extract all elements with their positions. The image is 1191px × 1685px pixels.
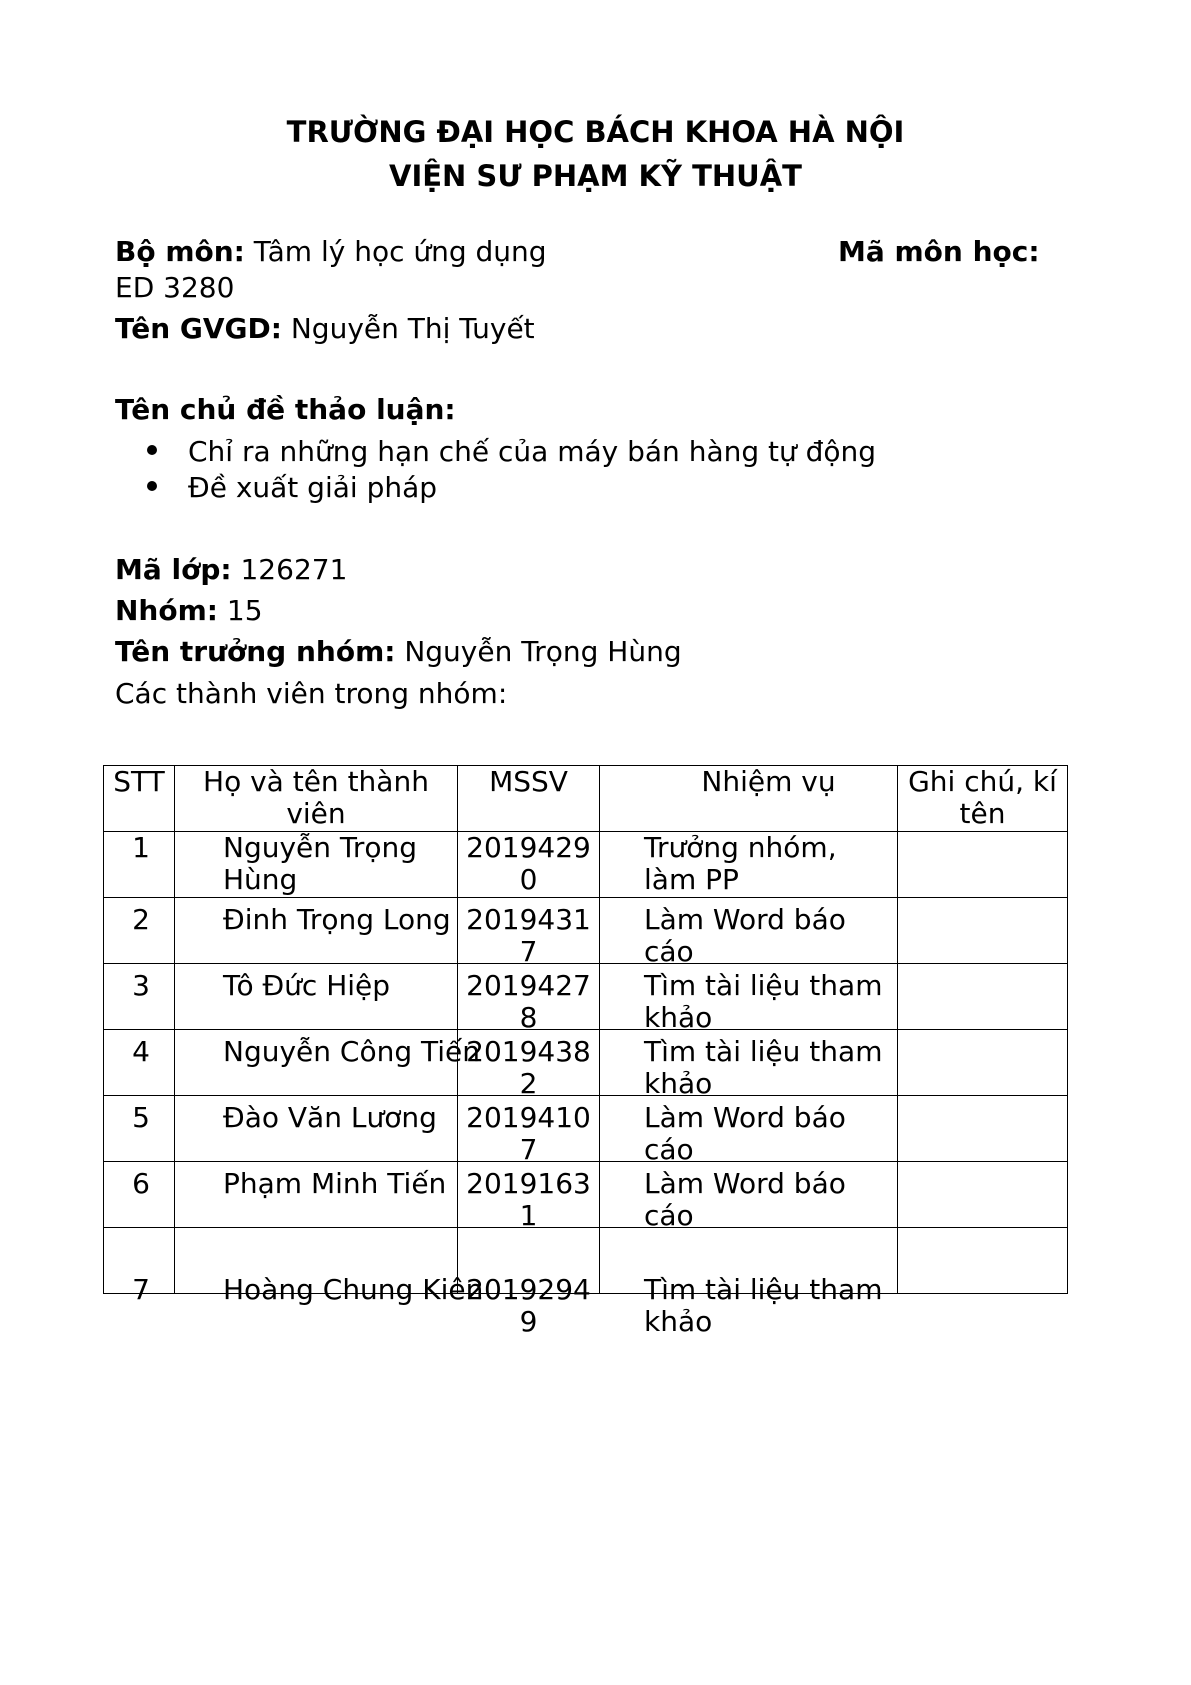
cell-note bbox=[898, 832, 1068, 898]
cell-stt: 1 bbox=[104, 832, 175, 898]
bullet-icon bbox=[147, 481, 157, 491]
cell-name: Đinh Trọng Long bbox=[175, 898, 458, 964]
header-note: Ghi chú, kí tên bbox=[898, 766, 1068, 832]
members-intro: Các thành viên trong nhóm: bbox=[115, 677, 508, 710]
cell-task: Tìm tài liệu tham khảo bbox=[600, 1030, 898, 1096]
cell-name: Phạm Minh Tiến bbox=[175, 1162, 458, 1228]
cell-stt: 5 bbox=[104, 1096, 175, 1162]
cell-task: Tìm tài liệu tham khảo bbox=[600, 964, 898, 1030]
header-mssv: MSSV bbox=[458, 766, 600, 832]
table-row bbox=[104, 1096, 1068, 1162]
table-row bbox=[104, 1162, 1068, 1228]
cell-mssv: 20194317 bbox=[458, 898, 600, 964]
cell-task: Làm Word báo cáo bbox=[600, 1096, 898, 1162]
cell-name: Nguyễn Công Tiến bbox=[175, 1030, 458, 1096]
group-label: Nhóm: bbox=[115, 594, 218, 627]
group-line bbox=[115, 591, 263, 631]
department-line bbox=[115, 232, 547, 272]
department-value: Tâm lý học ứng dụng bbox=[244, 235, 547, 268]
teacher-line bbox=[115, 309, 535, 349]
topic-item: Chỉ ra những hạn chế của máy bán hàng tự động bbox=[147, 434, 876, 470]
department-label: Bộ môn: bbox=[115, 235, 245, 268]
cell-name: Hoàng Chung Kiên bbox=[175, 1228, 458, 1294]
members-table-wrap bbox=[103, 765, 1068, 1338]
course-code-label: Mã môn học: bbox=[838, 235, 1040, 268]
cell-stt: 3 bbox=[104, 964, 175, 1030]
table-row bbox=[104, 832, 1068, 898]
cell-stt: 4 bbox=[104, 1030, 175, 1096]
leader-line bbox=[115, 632, 682, 672]
cell-note bbox=[898, 898, 1068, 964]
teacher-label: Tên GVGD: bbox=[115, 312, 282, 345]
cell-mssv: 20192949 bbox=[458, 1228, 600, 1294]
university-title: TRƯỜNG ĐẠI HỌC BÁCH KHOA HÀ NỘI bbox=[286, 115, 905, 149]
bullet-icon bbox=[147, 445, 157, 455]
cell-mssv: 20194290 bbox=[458, 832, 600, 898]
leader-value: Nguyễn Trọng Hùng bbox=[395, 635, 682, 668]
table-row bbox=[104, 1030, 1068, 1096]
topic-label: Tên chủ đề thảo luận: bbox=[115, 393, 456, 426]
table-row bbox=[104, 898, 1068, 964]
cell-note bbox=[898, 964, 1068, 1030]
course-code-value: ED 3280 bbox=[115, 271, 235, 304]
leader-label: Tên trưởng nhóm: bbox=[115, 635, 396, 668]
cell-mssv: 20194278 bbox=[458, 964, 600, 1030]
cell-note bbox=[898, 1096, 1068, 1162]
cell-name: Đào Văn Lương bbox=[175, 1096, 458, 1162]
cell-task: Tìm tài liệu tham khảo bbox=[600, 1228, 898, 1294]
cell-stt: 2 bbox=[104, 898, 175, 964]
institute-title: VIỆN SƯ PHẠM KỸ THUẬT bbox=[389, 159, 802, 193]
cell-name: Tô Đức Hiệp bbox=[175, 964, 458, 1030]
table-header-row bbox=[104, 766, 1068, 832]
table-row bbox=[104, 1228, 1068, 1294]
class-code-line bbox=[115, 550, 347, 590]
class-code-label: Mã lớp: bbox=[115, 553, 232, 586]
teacher-value: Nguyễn Thị Tuyết bbox=[281, 312, 535, 345]
header-task: Nhiệm vụ bbox=[600, 766, 898, 832]
cell-task: Trưởng nhóm, làm PP bbox=[600, 832, 898, 898]
cell-stt: 7 bbox=[104, 1228, 175, 1294]
cell-note bbox=[898, 1228, 1068, 1294]
cell-stt: 6 bbox=[104, 1162, 175, 1228]
class-code-value: 126271 bbox=[231, 553, 348, 586]
cell-name: Nguyễn Trọng Hùng bbox=[175, 832, 458, 898]
cell-note bbox=[898, 1030, 1068, 1096]
cell-task: Làm Word báo cáo bbox=[600, 1162, 898, 1228]
table-row bbox=[104, 964, 1068, 1030]
topic-item: Đề xuất giải pháp bbox=[147, 470, 437, 506]
cell-mssv: 20191631 bbox=[458, 1162, 600, 1228]
cell-note bbox=[898, 1162, 1068, 1228]
header-name: Họ và tên thành viên bbox=[175, 766, 458, 832]
header-stt: STT bbox=[104, 766, 175, 832]
cell-mssv: 20194107 bbox=[458, 1096, 600, 1162]
cell-mssv: 20194382 bbox=[458, 1030, 600, 1096]
cell-task: Làm Word báo cáo bbox=[600, 898, 898, 964]
group-value: 15 bbox=[217, 594, 263, 627]
members-table bbox=[103, 765, 1068, 1338]
